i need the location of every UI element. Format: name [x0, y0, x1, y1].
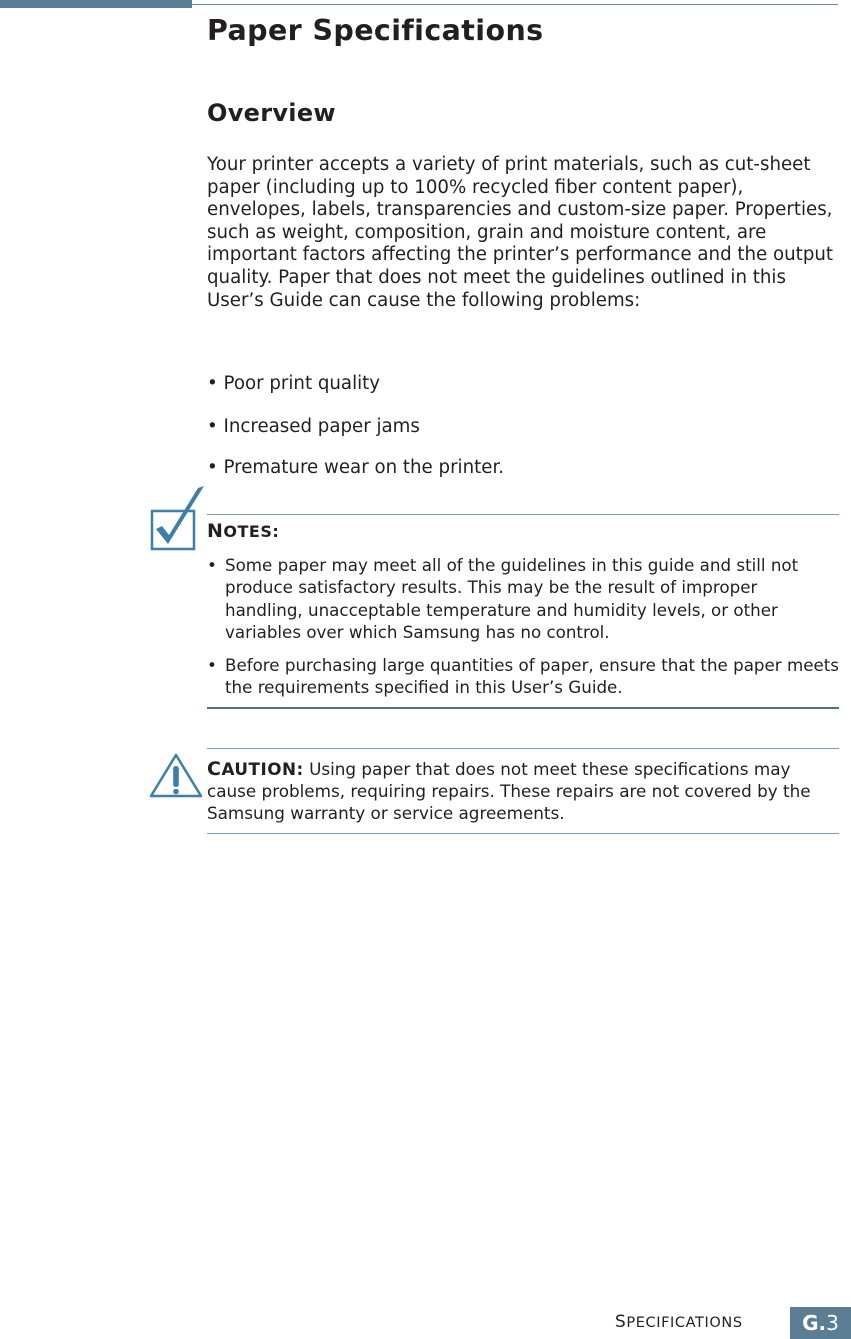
notes-bottom-rule: [207, 707, 839, 709]
checkmark-icon: [148, 484, 208, 556]
bullet: •: [207, 555, 217, 575]
notes-label: NOTES:: [207, 520, 280, 542]
page-title: Paper Specifications: [207, 14, 544, 47]
problem-list-item: • Premature wear on the printer.: [207, 457, 505, 478]
bullet: •: [207, 655, 217, 675]
page-number-badge: G.3: [790, 1307, 851, 1339]
note-item: • Before purchasing large quantities of paper, ensure that the paper meets the requirements specified in this User’s Guide.: [207, 655, 839, 698]
footer-section-label: SPECIFICATIONS: [615, 1312, 743, 1332]
problem-list-item: • Poor print quality: [207, 373, 381, 394]
notes-top-rule: [207, 514, 839, 515]
problem-list-item: • Increased paper jams: [207, 416, 420, 437]
caution-label: CAUTION:: [207, 758, 304, 780]
caution-text: CAUTION: Using paper that does not meet these specifications may cause problems, requiring repairs. These repairs are not covered by the Samsung warranty or service agreements.: [207, 758, 811, 823]
warning-triangle-icon: [148, 752, 204, 804]
caution-top-rule: [207, 748, 839, 749]
header-rule: [192, 4, 838, 5]
overview-paragraph: Your printer accepts a variety of print materials, such as cut-sheet paper (including up to 100% recycled fiber content paper), envelopes, labels, transparencies and custom-size paper. Properties, such as weight, composition, grain and moisture content, are important factors affecting the printer’s performance and the output quality. Paper that does not meet the guidelines outlined in this User’s Guide can cause the following problems:: [207, 154, 834, 311]
caution-bottom-rule: [207, 833, 839, 834]
section-heading: Overview: [207, 99, 336, 127]
note-item: • Some paper may meet all of the guidelines in this guide and still not produce satisfactory results. This may be the result of improper handling, unacceptable temperature and humidity levels, or other variables over which Samsung has no control.: [207, 555, 799, 642]
header-accent-bar: [0, 0, 192, 8]
